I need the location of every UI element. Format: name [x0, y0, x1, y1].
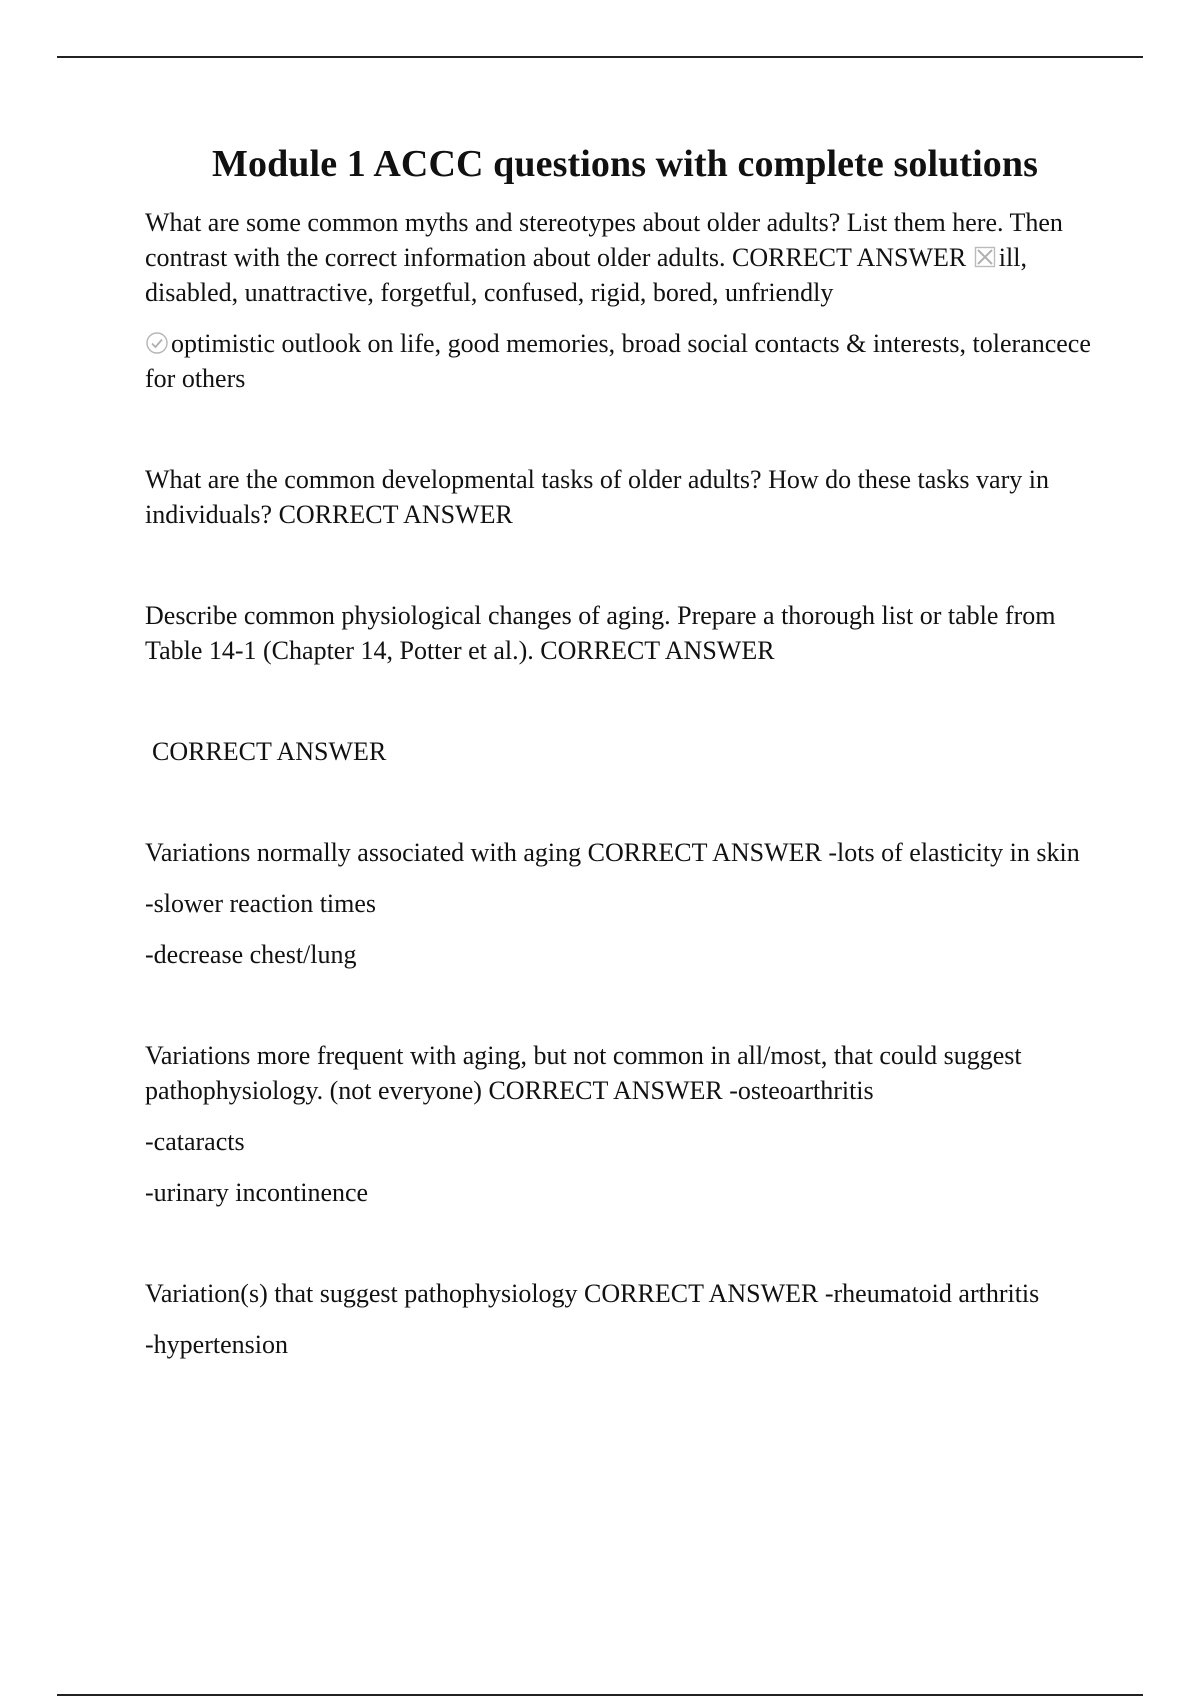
- cross-mark-icon: [973, 245, 997, 269]
- question-1: [145, 205, 1105, 310]
- answer-item: -cataracts: [145, 1127, 245, 1157]
- answer-item: -urinary incontinence: [145, 1178, 369, 1208]
- question-2: What are the common developmental tasks of older adults? How do these tasks vary in individuals? CORRECT ANSWER: [145, 465, 1049, 530]
- question-1-text: What are some common myths and stereotypes about older adults? List them here. Then contrast with the correct information about older adults. CORRECT ANSWER: [145, 208, 1063, 273]
- facts-paragraph: [145, 326, 1105, 396]
- question-7: Variation(s) that suggest pathophysiology CORRECT ANSWER -rheumatoid arthritis: [145, 1279, 1040, 1309]
- answer-item: -hypertension: [145, 1330, 288, 1360]
- question-3: Describe common physiological changes of aging. Prepare a thorough list or table from Table 14-1 (Chapter 14, Potter et al.). CORRECT ANSWER: [145, 601, 1056, 666]
- question-6: Variations more frequent with aging, but not common in all/most, that could suggest pathophysiology. (not everyone) CORRECT ANSWER -osteoarthritis: [145, 1041, 1022, 1106]
- top-rule: [57, 56, 1143, 58]
- page-title: Module 1 ACCC questions with complete solutions: [212, 143, 1038, 185]
- question-5: Variations normally associated with aging CORRECT ANSWER -lots of elasticity in skin: [145, 838, 1080, 868]
- check-mark-icon: [145, 331, 169, 355]
- bottom-rule: [57, 1694, 1143, 1696]
- document-body: [145, 140, 1105, 1362]
- question-4: CORRECT ANSWER: [152, 737, 387, 767]
- answer-item: -decrease chest/lung: [145, 940, 357, 970]
- answer-item: -slower reaction times: [145, 889, 377, 919]
- myths-list: ill, disabled, unattractive, forgetful, confused, rigid, bored, unfriendly: [145, 243, 1027, 308]
- facts-list: optimistic outlook on life, good memories, broad social contacts & interests, tolerancece for others: [145, 329, 1091, 394]
